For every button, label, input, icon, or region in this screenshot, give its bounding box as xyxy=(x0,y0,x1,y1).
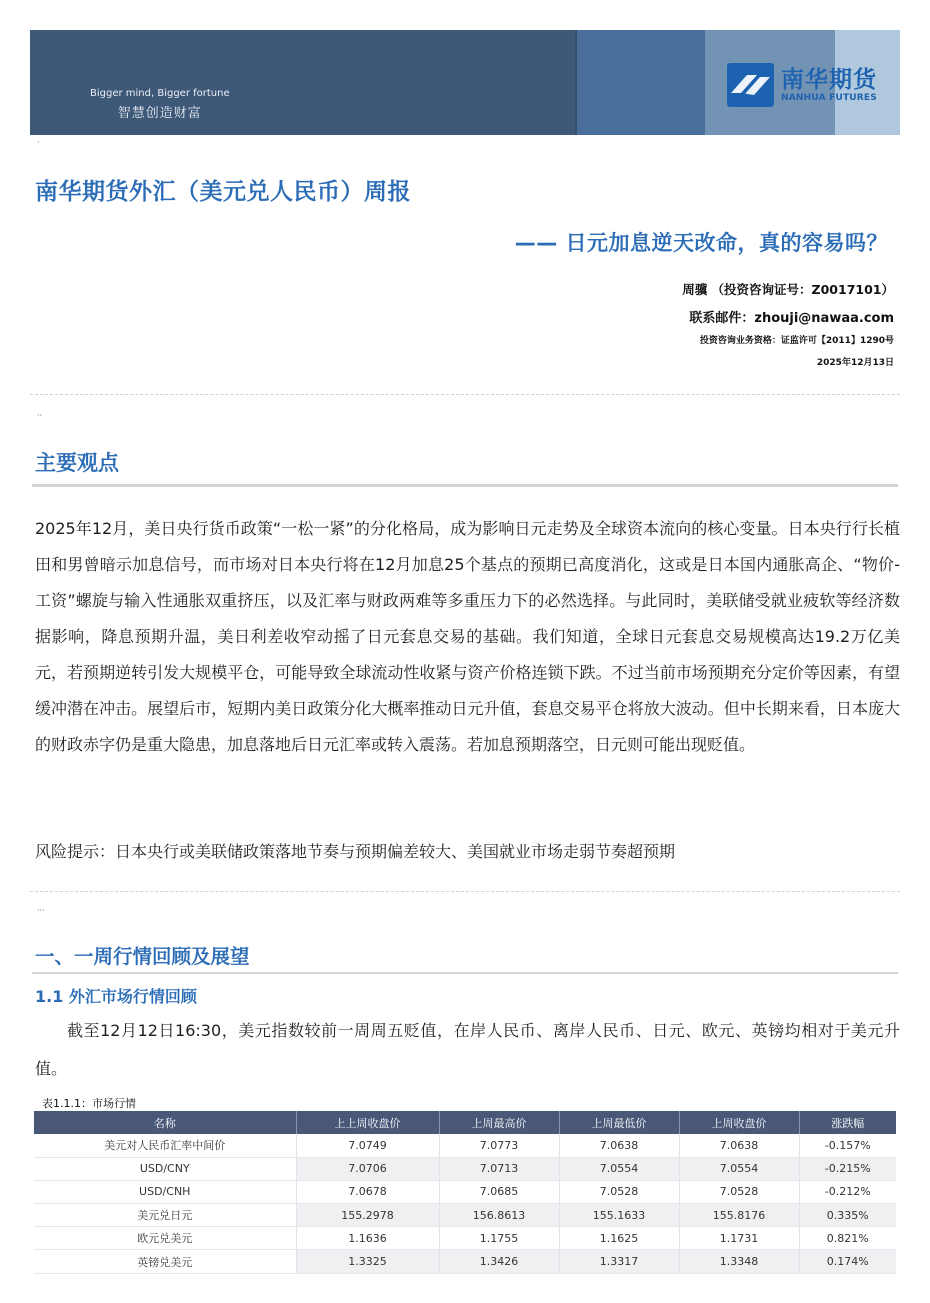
cell: USD/CNY xyxy=(34,1157,296,1180)
cell: 7.0554 xyxy=(559,1157,679,1180)
slogan-en: Bigger mind, Bigger fortune xyxy=(90,88,230,99)
cell: 7.0773 xyxy=(439,1134,559,1157)
banner-mid-segment xyxy=(575,30,705,135)
key-points-body: 2025年12月，美日央行货币政策“一松一紧”的分化格局，成为影响日元走势及全球资本流向的核心变量。日本央行行长植田和男曾暗示加息信号，而市场对日本央行将在12月加息25个基点的预期已高度消化，这或是日本国内通胀高企、“物价-工资”螺旋与输入性通胀双重挤压，以及汇率与财政两难等多重压力下的必然选择。与此同时，美联储受就业疲软等经济数据影响，降息预期升温，美日利差收窄动摇了日元套息交易的基础。我们知道，全球日元套息交易规模高达19.2万亿美元，若预期逆转引发大规模平仓，可能导致全球流动性收紧与资产价格连锁下跌。不过当前市场预期充分定价等因素，有望缓冲潜在冲击。展望后市，短期内美日政策分化大概率推动日元升值，套息交易平仓将放大波动。但中长期来看，日本庞大的财政赤字仍是重大隐患，加息落地后日元汇率或转入震荡。若加息预期落空，日元则可能出现贬值。 xyxy=(35,519,900,754)
cell: 155.1633 xyxy=(559,1204,679,1227)
divider xyxy=(30,394,900,395)
report-title: 南华期货外汇（美元兑人民币）周报 xyxy=(35,179,411,205)
col-header: 上周收盘价 xyxy=(679,1111,799,1134)
cell: 7.0638 xyxy=(559,1134,679,1157)
section-heading: 一、一周行情回顾及展望 xyxy=(35,945,250,968)
email-line: 联系邮件：zhouji@nawaa.com xyxy=(689,311,894,326)
cell: 7.0749 xyxy=(296,1134,439,1157)
marker: ·· xyxy=(37,411,43,420)
cell: 7.0706 xyxy=(296,1157,439,1180)
cell: 美元兑日元 xyxy=(34,1204,296,1227)
banner-dark-segment xyxy=(30,30,575,135)
cell: 7.0638 xyxy=(679,1134,799,1157)
table-row xyxy=(34,1227,896,1250)
table-row xyxy=(34,1180,896,1203)
table-caption: 表1.1.1：市场行情 xyxy=(42,1097,136,1110)
cell: 1.1636 xyxy=(296,1227,439,1250)
table-header-row xyxy=(34,1111,896,1134)
logo-en: NANHUA FUTURES xyxy=(781,93,877,103)
logo-mark-icon xyxy=(727,63,774,107)
divider xyxy=(30,891,900,892)
col-header: 名称 xyxy=(34,1111,296,1134)
cell: 英镑兑美元 xyxy=(34,1250,296,1273)
table-row xyxy=(34,1134,896,1157)
cell: -0.215% xyxy=(799,1157,896,1180)
heading-rule xyxy=(32,972,898,974)
cell: 7.0528 xyxy=(559,1180,679,1203)
cell: -0.157% xyxy=(799,1134,896,1157)
report-subtitle: —— 日元加息逆天改命，真的容易吗？ xyxy=(514,231,888,255)
subsection-heading: 1.1 外汇市场行情回顾 xyxy=(35,987,197,1006)
cell: 155.2978 xyxy=(296,1204,439,1227)
marker: ··· xyxy=(37,906,45,915)
cell: 0.335% xyxy=(799,1204,896,1227)
cell: 0.821% xyxy=(799,1227,896,1250)
cell: 1.3317 xyxy=(559,1250,679,1273)
col-header: 上周最低价 xyxy=(559,1111,679,1134)
market-table xyxy=(34,1111,896,1274)
cell: USD/CNH xyxy=(34,1180,296,1203)
cell: 7.0713 xyxy=(439,1157,559,1180)
cell: 1.1625 xyxy=(559,1227,679,1250)
section-body: 截至12月12日16:30，美元指数较前一周周五贬值，在岸人民币、离岸人民币、日元、欧元、英镑均相对于美元升值。 xyxy=(35,1021,900,1078)
col-header: 上上周收盘价 xyxy=(296,1111,439,1134)
author-line: 周骥 （投资咨询证号：Z0017101） xyxy=(682,282,894,297)
key-points-heading: 主要观点 xyxy=(35,451,119,475)
slogan-cn: 智慧创造财富 xyxy=(117,106,202,121)
cell: 1.1731 xyxy=(679,1227,799,1250)
cell: 7.0678 xyxy=(296,1180,439,1203)
report-date: 2025年12月13日 xyxy=(816,358,894,368)
cell: 美元对人民币汇率中间价 xyxy=(34,1134,296,1157)
slogan xyxy=(90,88,230,121)
cell: 1.3348 xyxy=(679,1250,799,1273)
cell: 欧元兑美元 xyxy=(34,1227,296,1250)
license-line: 投资咨询业务资格：证监许可【2011】1290号 xyxy=(699,336,894,346)
cell: 7.0528 xyxy=(679,1180,799,1203)
risk-warning: 风险提示：日本央行或美联储政策落地节奏与预期偏差较大、美国就业市场走弱节奏超预期 xyxy=(35,842,676,861)
table-row xyxy=(34,1204,896,1227)
heading-rule xyxy=(32,484,898,487)
marker: · xyxy=(37,138,40,147)
cell: 156.8613 xyxy=(439,1204,559,1227)
cell: 0.174% xyxy=(799,1250,896,1273)
cell: 1.1755 xyxy=(439,1227,559,1250)
cell: 7.0685 xyxy=(439,1180,559,1203)
logo-cn: 南华期货 xyxy=(781,67,877,93)
table-row xyxy=(34,1157,896,1180)
col-header: 涨跌幅 xyxy=(799,1111,896,1134)
cell: 7.0554 xyxy=(679,1157,799,1180)
cell: 1.3325 xyxy=(296,1250,439,1273)
company-logo xyxy=(727,63,877,107)
cell: 155.8176 xyxy=(679,1204,799,1227)
col-header: 上周最高价 xyxy=(439,1111,559,1134)
table-row xyxy=(34,1250,896,1273)
cell: -0.212% xyxy=(799,1180,896,1203)
cell: 1.3426 xyxy=(439,1250,559,1273)
